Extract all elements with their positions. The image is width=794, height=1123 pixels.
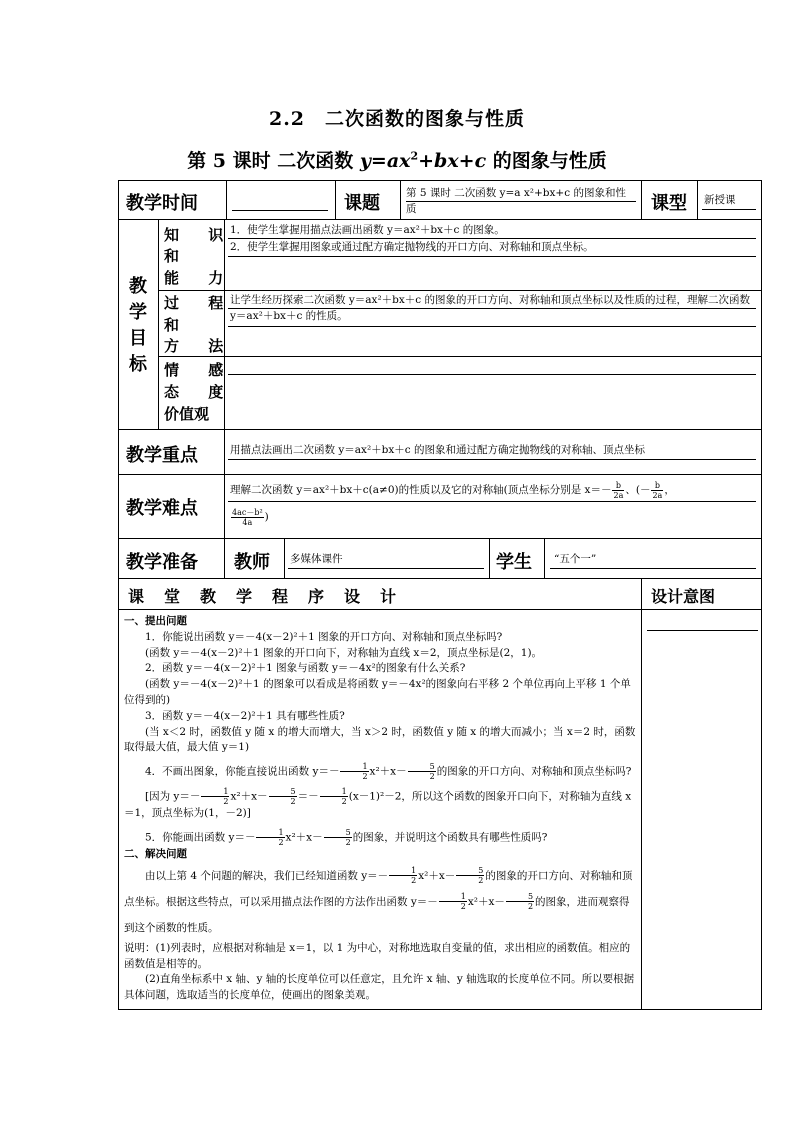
emotion-label-2: 态 度	[164, 383, 236, 401]
teaching-time-label: 教学时间	[126, 193, 198, 214]
row-divider	[158, 356, 762, 357]
teacher-value: 多媒体课件	[290, 553, 343, 565]
col-divider	[284, 538, 285, 578]
goals-label: 教学目标	[129, 276, 147, 375]
fraction: $\frac{\text{4ac－b²}}{4a}$	[232, 507, 263, 527]
lesson-content	[124, 614, 640, 1004]
fraction: $\frac{b}{2a}$	[613, 480, 624, 500]
row-divider	[118, 538, 762, 539]
col-divider	[641, 180, 642, 219]
fraction: $\frac{1}{2}$	[201, 787, 229, 806]
goal-underline	[228, 374, 756, 375]
goal-underline	[228, 256, 756, 257]
section-heading-1: 一、提出问题	[124, 615, 187, 627]
difficulties-text-2: $\frac{\text{4ac－b²}}{4a}$ )	[232, 507, 269, 527]
fraction: $\frac{5}{2}$	[408, 762, 436, 781]
section-heading-2: 二、解决问题	[124, 847, 187, 860]
key-points-text: 用描点法画出二次函数 y＝ax²＋bx＋c 的图象和通过配方确定抛物线的对称轴、顶点坐标	[230, 444, 646, 456]
process-text: 让学生经历探索二次函数 y＝ax²＋bx＋c 的图象的开口方向、对称轴和顶点坐标以及性质的过程，理解二次函数 y＝ax²＋bx＋c 的性质。	[230, 294, 751, 322]
col-divider	[226, 180, 227, 219]
question-3: 3．函数 y＝－4(x－2)²＋1 具有哪些性质?	[145, 709, 345, 722]
question-1: 1．你能说出函数 y＝－4(x－2)²＋1 图象的开口方向、对称轴和顶点坐标吗?	[145, 630, 503, 643]
teacher-underline	[288, 568, 484, 569]
key-points-label: 教学重点	[126, 445, 198, 466]
process-label-3: 方 法	[164, 337, 236, 355]
process-label-2: 和	[164, 316, 192, 334]
col-divider	[641, 578, 642, 1010]
lesson-type-value: 新授课	[704, 194, 736, 206]
answer-1: (函数 y＝－4(x－2)²＋1 图象的开口向下，对称轴为直线 x＝2，顶点坐标是(2，1)。	[145, 646, 543, 659]
teaching-time-field	[232, 210, 328, 211]
answer-2: (函数 y＝－4(x－2)²＋1 的图象可以看成是将函数 y＝－4x²的图象向右平移 2 个单位再向上平移 1 个单位得到的)	[124, 678, 631, 706]
difficulties-text: 理解二次函数 y＝ax²＋bx＋c(a≠0)的性质以及它的对称轴(顶点坐标分别是 x＝－ $\frac{b}{2a}$ 、(－ $\frac{b}{2a}$ ，	[230, 480, 675, 500]
prep-label: 教学准备	[126, 552, 198, 573]
fraction: $\frac{5}{2}$	[506, 892, 534, 911]
design-intent-label: 设计意图	[651, 587, 716, 606]
col-divider	[544, 538, 545, 578]
emotion-label-3: 价值观	[164, 405, 210, 423]
solution-paragraph: 由以上第 4 个问题的解决，我们已经知道函数 y＝－ $\frac{1}{2}$ x²＋x－ $\frac{5}{2}$ 的图象的开口方向、对称轴和顶点坐标。根据这些特点，可以采用描点法作图的方法作出函数 y＝－ $\frac{1}{2}$ x²＋x－ $\frac{5}{2}$ 的图象，进而观察得到这个函数的性质。	[124, 866, 633, 934]
fraction: $\frac{1}{2}$	[389, 866, 417, 885]
question-4: 4．不画出图象，你能直接说出函数 y＝－ $\frac{1}{2}$ x²＋x－ $\frac{5}{2}$ 的图象的开口方向、对称轴和顶点坐标吗?	[145, 762, 632, 782]
row-divider	[118, 578, 762, 579]
fraction: $\frac{5}{2}$	[269, 787, 297, 806]
student-underline	[550, 568, 756, 569]
row-divider	[118, 429, 762, 430]
note-2: (2)直角坐标系中 x 轴、y 轴的长度单位可以任意定，且允许 x 轴、y 轴选取的长度单位不同。所以要根据具体问题，选取适当的长度单位，使画出的图象美观。	[124, 973, 635, 1002]
row-divider	[158, 290, 762, 291]
knowledge-line-1: 1．使学生掌握用描点法画出函数 y＝ax²＋bx＋c 的图象。	[230, 224, 505, 236]
fraction: $\frac{1}{2}$	[340, 762, 368, 781]
topic-label: 课题	[344, 193, 380, 214]
col-divider	[158, 219, 159, 429]
fraction: $\frac{1}{2}$	[256, 828, 284, 847]
fraction: $\frac{b}{2a}$	[652, 480, 663, 500]
fraction: $\frac{1}{2}$	[439, 892, 467, 911]
question-2: 2．函数 y＝－4(x－2)²＋1 图象与函数 y＝－4x²的图象有什么关系?	[145, 662, 466, 675]
key-points-underline	[228, 459, 756, 460]
topic-underline	[406, 201, 636, 202]
knowledge-label-2: 和	[164, 247, 192, 265]
teacher-label: 教师	[234, 552, 270, 573]
fraction: $\frac{5}{2}$	[456, 866, 484, 885]
page-title: 2.2 二次函数的图象与性质	[268, 108, 526, 130]
col-divider	[489, 538, 490, 578]
col-divider	[224, 429, 225, 578]
design-title: 课 堂 教 学 程 序 设 计	[128, 587, 399, 606]
col-divider	[400, 180, 401, 219]
note-1: 说明：(1)列表时，应根据对称轴是 x＝1，以 1 为中心，对称地选取自变量的值，求出相应的函数值。相应的函数值是相等的。	[124, 941, 631, 970]
topic-value: 第 5 课时 二次函数 y=a x²+bx+c 的图象和性质	[406, 187, 626, 215]
fraction: $\frac{1}{2}$	[320, 787, 348, 806]
lesson-type-label: 课型	[651, 193, 687, 214]
goal-underline	[228, 308, 756, 309]
row-divider	[118, 609, 762, 610]
lesson-type-underline	[702, 209, 756, 210]
goal-underline	[228, 238, 756, 239]
difficulties-label: 教学难点	[126, 498, 198, 519]
answer-4: [因为 y＝－ $\frac{1}{2}$ x²＋x－ $\frac{5}{2}$ ＝－ $\frac{1}{2}$ (x－1)²－2，所以这个函数的图象开口向下，对称轴为直线 x＝1，顶点坐标为(1，－2)]	[124, 787, 632, 820]
goal-underline	[228, 326, 756, 327]
process-label-1: 过 程	[164, 294, 236, 312]
knowledge-label-1: 知 识	[164, 226, 236, 244]
col-divider	[335, 180, 336, 219]
knowledge-line-2: 2．使学生掌握用图象或通过配方确定抛物线的开口方向、对称轴和顶点坐标。	[230, 241, 594, 253]
answer-3: (当 x＜2 时，函数值 y 随 x 的增大而增大，当 x＞2 时，函数值 y 随 x 的增大而减小；当 x＝2 时，函数取得最大值，最大值 y＝1)	[124, 725, 636, 754]
knowledge-label-3: 能 力	[164, 269, 236, 287]
row-divider	[118, 474, 762, 475]
row-divider	[118, 219, 762, 220]
col-divider	[697, 180, 698, 219]
lesson-subtitle: 第 5 课时 二次函数 $y=ax^2+bx+c$ 的图象与性质	[187, 149, 607, 172]
student-label: 学生	[496, 552, 532, 573]
question-5: 5．你能画出函数 y＝－ $\frac{1}{2}$ x²＋x－ $\frac{5}{2}$ 的图象，并说明这个函数具有哪些性质吗?	[145, 827, 548, 847]
emotion-label-1: 情 感	[164, 361, 236, 379]
fraction: $\frac{5}{2}$	[324, 828, 352, 847]
intent-underline	[647, 630, 758, 631]
difficulties-underline	[228, 501, 756, 502]
student-value: “五个一”	[554, 553, 597, 565]
